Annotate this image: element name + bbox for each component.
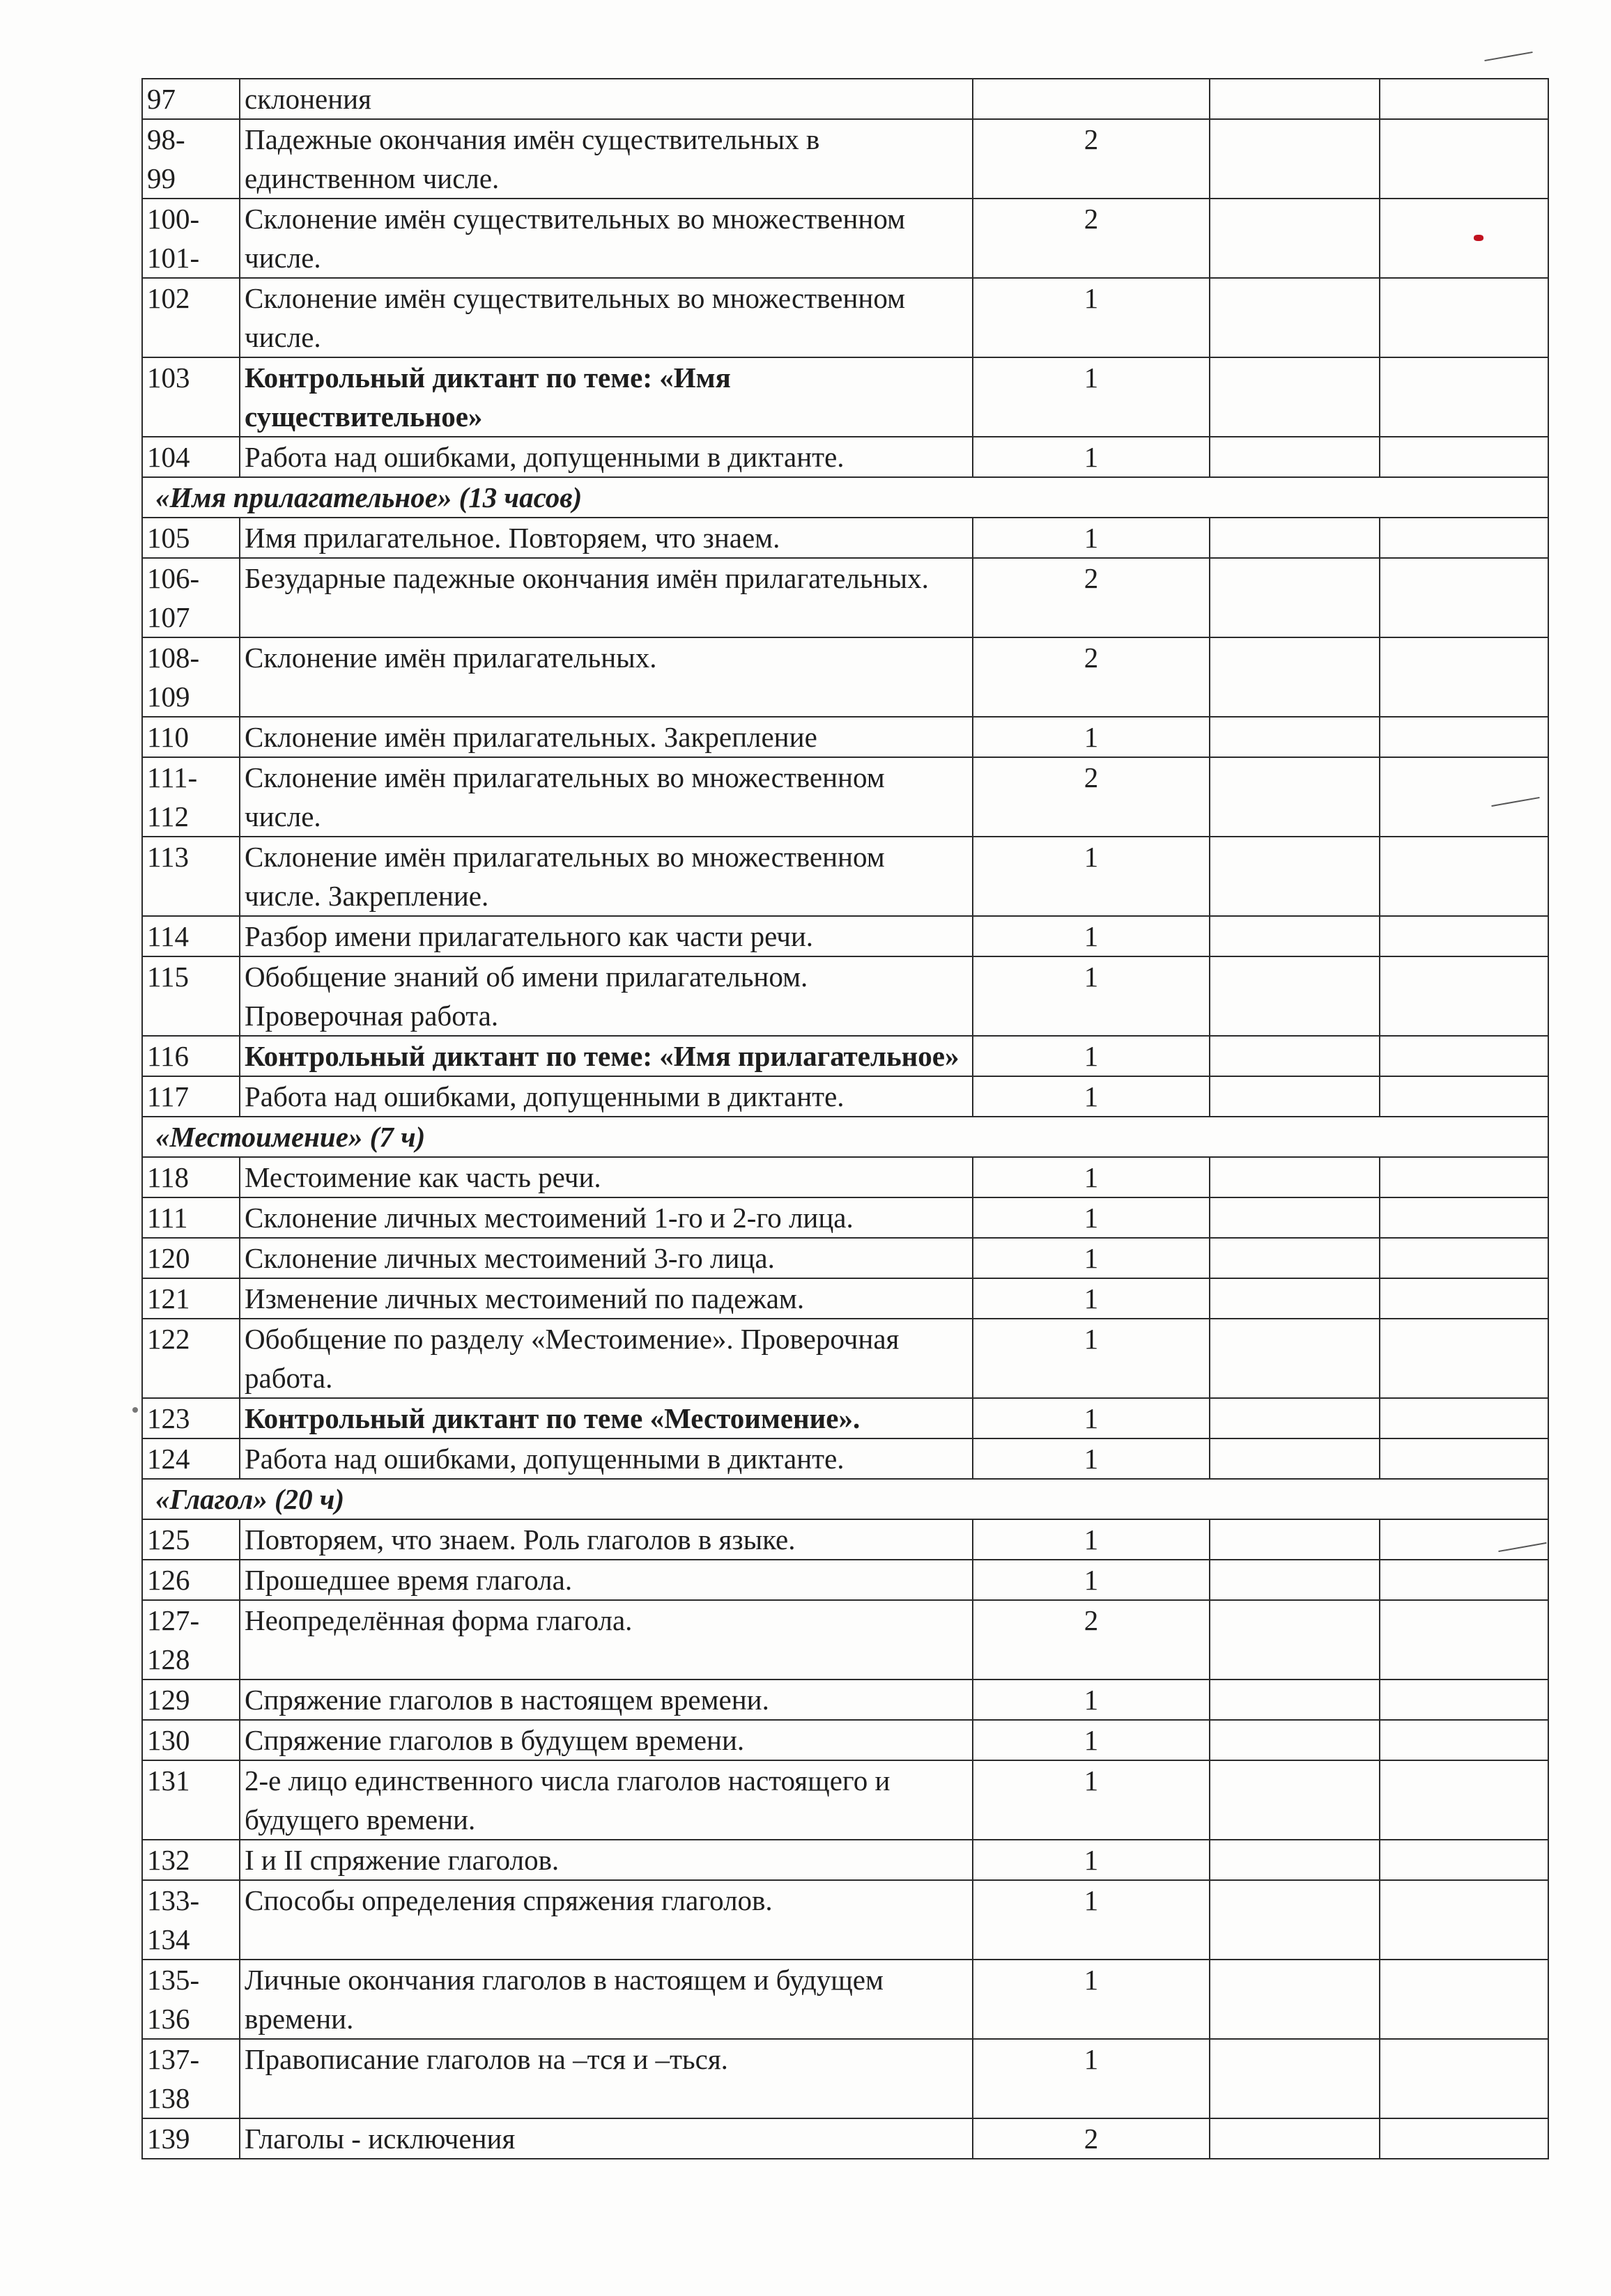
date-plan-cell: [1210, 437, 1380, 477]
lesson-topic-cell: Склонение личных местоимений 3-го лица.: [240, 1238, 973, 1278]
lesson-row: [142, 1680, 1548, 1720]
lesson-hours-cell: 1: [973, 357, 1210, 437]
lesson-number-cell: 131: [142, 1760, 240, 1840]
lesson-hours-cell: 1: [973, 1319, 1210, 1398]
lesson-number-cell: 123: [142, 1398, 240, 1438]
lesson-topic-cell: Склонение имён существительных во множественном числе.: [240, 278, 973, 357]
section-title: «Глагол» (20 ч): [142, 1479, 1548, 1519]
lesson-number-cell: 97: [142, 79, 240, 119]
section-header-row: [142, 1117, 1548, 1157]
date-plan-cell: [1210, 79, 1380, 119]
lesson-topic-cell: Склонение личных местоимений 1-го и 2-го лица.: [240, 1197, 973, 1238]
lesson-row: [142, 837, 1548, 916]
date-plan-cell: [1210, 837, 1380, 916]
lesson-hours-cell: 1: [973, 1760, 1210, 1840]
date-fact-cell: [1380, 717, 1548, 757]
date-plan-cell: [1210, 1560, 1380, 1600]
date-plan-cell: [1210, 558, 1380, 637]
lesson-row: [142, 1076, 1548, 1117]
lesson-topic-cell: Контрольный диктант по теме «Местоимение».: [240, 1398, 973, 1438]
date-fact-cell: [1380, 1157, 1548, 1197]
lesson-topic-cell: Склонение имён прилагательных во множественном числе. Закрепление.: [240, 837, 973, 916]
date-fact-cell: [1380, 1560, 1548, 1600]
date-plan-cell: [1210, 1278, 1380, 1319]
lesson-plan-body: [142, 79, 1548, 2159]
lesson-hours-cell: 2: [973, 119, 1210, 199]
lesson-row: [142, 1319, 1548, 1398]
lesson-number-cell: 121: [142, 1278, 240, 1319]
lesson-number-cell: 130: [142, 1720, 240, 1760]
lesson-row: [142, 1880, 1548, 1960]
date-plan-cell: [1210, 1036, 1380, 1076]
date-plan-cell: [1210, 2039, 1380, 2118]
lesson-hours-cell: 2: [973, 2118, 1210, 2159]
date-fact-cell: [1380, 437, 1548, 477]
lesson-number-cell: 126: [142, 1560, 240, 1600]
lesson-topic-cell: Глаголы - исключения: [240, 2118, 973, 2159]
lesson-row: [142, 1157, 1548, 1197]
lesson-hours-cell: 1: [973, 278, 1210, 357]
lesson-topic-cell: Разбор имени прилагательного как части речи.: [240, 916, 973, 956]
lesson-number-cell: 103: [142, 357, 240, 437]
date-fact-cell: [1380, 1720, 1548, 1760]
lesson-hours-cell: 1: [973, 1398, 1210, 1438]
lesson-hours-cell: 1: [973, 1278, 1210, 1319]
lesson-hours-cell: 1: [973, 518, 1210, 558]
lesson-plan-table: [141, 78, 1549, 2159]
date-fact-cell: [1380, 2118, 1548, 2159]
lesson-number-cell: 108- 109: [142, 637, 240, 717]
date-plan-cell: [1210, 357, 1380, 437]
lesson-row: [142, 1197, 1548, 1238]
lesson-hours-cell: 1: [973, 1036, 1210, 1076]
lesson-topic-cell: Правописание глаголов на –тся и –ться.: [240, 2039, 973, 2118]
scan-smudge: [132, 1407, 138, 1413]
lesson-row: [142, 757, 1548, 837]
lesson-topic-cell: Прошедшее время глагола.: [240, 1560, 973, 1600]
date-plan-cell: [1210, 1880, 1380, 1960]
date-plan-cell: [1210, 1519, 1380, 1560]
lesson-row: [142, 1438, 1548, 1479]
lesson-row: [142, 1720, 1548, 1760]
lesson-number-cell: 116: [142, 1036, 240, 1076]
date-fact-cell: [1380, 1438, 1548, 1479]
lesson-hours-cell: 1: [973, 1076, 1210, 1117]
lesson-topic-cell: Неопределённая форма глагола.: [240, 1600, 973, 1680]
date-plan-cell: [1210, 278, 1380, 357]
lesson-row: [142, 637, 1548, 717]
lesson-hours-cell: 1: [973, 1880, 1210, 1960]
lesson-topic-cell: 2-е лицо единственного числа глаголов настоящего и будущего времени.: [240, 1760, 973, 1840]
lesson-topic-cell: Спряжение глаголов в будущем времени.: [240, 1720, 973, 1760]
lesson-row: [142, 199, 1548, 278]
lesson-topic-cell: Имя прилагательное. Повторяем, что знаем.: [240, 518, 973, 558]
lesson-row: [142, 357, 1548, 437]
date-fact-cell: [1380, 1600, 1548, 1680]
lesson-number-cell: 125: [142, 1519, 240, 1560]
lesson-row: [142, 2039, 1548, 2118]
lesson-topic-cell: Контрольный диктант по теме: «Имя существительное»: [240, 357, 973, 437]
section-header-row: [142, 477, 1548, 518]
date-plan-cell: [1210, 1720, 1380, 1760]
lesson-hours-cell: 1: [973, 1519, 1210, 1560]
date-fact-cell: [1380, 1319, 1548, 1398]
date-plan-cell: [1210, 1398, 1380, 1438]
date-plan-cell: [1210, 1197, 1380, 1238]
date-fact-cell: [1380, 558, 1548, 637]
lesson-hours-cell: 2: [973, 558, 1210, 637]
lesson-hours-cell: 1: [973, 1438, 1210, 1479]
lesson-number-cell: 115: [142, 956, 240, 1036]
lesson-number-cell: 106- 107: [142, 558, 240, 637]
date-fact-cell: [1380, 1680, 1548, 1720]
date-fact-cell: [1380, 1960, 1548, 2039]
lesson-row: [142, 518, 1548, 558]
date-fact-cell: [1380, 1519, 1548, 1560]
lesson-number-cell: 98- 99: [142, 119, 240, 199]
lesson-topic-cell: Падежные окончания имён существительных в единственном числе.: [240, 119, 973, 199]
date-fact-cell: [1380, 199, 1548, 278]
lesson-row: [142, 278, 1548, 357]
date-fact-cell: [1380, 637, 1548, 717]
lesson-topic-cell: Изменение личных местоимений по падежам.: [240, 1278, 973, 1319]
lesson-number-cell: 122: [142, 1319, 240, 1398]
date-fact-cell: [1380, 1036, 1548, 1076]
date-plan-cell: [1210, 1157, 1380, 1197]
lesson-row: [142, 1036, 1548, 1076]
lesson-topic-cell: Склонение имён существительных во множественном числе.: [240, 199, 973, 278]
date-fact-cell: [1380, 916, 1548, 956]
section-header-row: [142, 1479, 1548, 1519]
date-fact-cell: [1380, 1197, 1548, 1238]
lesson-hours-cell: 1: [973, 1680, 1210, 1720]
lesson-row: [142, 916, 1548, 956]
lesson-number-cell: 111- 112: [142, 757, 240, 837]
lesson-number-cell: 124: [142, 1438, 240, 1479]
lesson-hours-cell: [973, 79, 1210, 119]
date-plan-cell: [1210, 518, 1380, 558]
date-plan-cell: [1210, 1760, 1380, 1840]
date-plan-cell: [1210, 1600, 1380, 1680]
lesson-topic-cell: Склонение имён прилагательных. Закрепление: [240, 717, 973, 757]
lesson-number-cell: 104: [142, 437, 240, 477]
date-fact-cell: [1380, 956, 1548, 1036]
edge-scan-mark: [1484, 52, 1532, 61]
lesson-row: [142, 956, 1548, 1036]
lesson-topic-cell: I и II спряжение глаголов.: [240, 1840, 973, 1880]
lesson-number-cell: 139: [142, 2118, 240, 2159]
lesson-hours-cell: 1: [973, 2039, 1210, 2118]
lesson-hours-cell: 2: [973, 1600, 1210, 1680]
lesson-row: [142, 1960, 1548, 2039]
lesson-topic-cell: Местоимение как часть речи.: [240, 1157, 973, 1197]
date-fact-cell: [1380, 1398, 1548, 1438]
lesson-topic-cell: Работа над ошибками, допущенными в диктанте.: [240, 1438, 973, 1479]
date-fact-cell: [1380, 357, 1548, 437]
date-fact-cell: [1380, 2039, 1548, 2118]
lesson-number-cell: 113: [142, 837, 240, 916]
lesson-hours-cell: 1: [973, 916, 1210, 956]
date-plan-cell: [1210, 1076, 1380, 1117]
lesson-topic-cell: Способы определения спряжения глаголов.: [240, 1880, 973, 1960]
lesson-topic-cell: Работа над ошибками, допущенными в диктанте.: [240, 1076, 973, 1117]
lesson-row: [142, 437, 1548, 477]
lesson-row: [142, 1519, 1548, 1560]
date-plan-cell: [1210, 717, 1380, 757]
date-fact-cell: [1380, 1840, 1548, 1880]
date-fact-cell: [1380, 119, 1548, 199]
lesson-topic-cell: Безударные падежные окончания имён прилагательных.: [240, 558, 973, 637]
lesson-hours-cell: 1: [973, 1560, 1210, 1600]
date-plan-cell: [1210, 757, 1380, 837]
lesson-hours-cell: 1: [973, 717, 1210, 757]
lesson-row: [142, 79, 1548, 119]
lesson-hours-cell: 1: [973, 1238, 1210, 1278]
lesson-hours-cell: 1: [973, 1960, 1210, 2039]
lesson-hours-cell: 1: [973, 1157, 1210, 1197]
date-plan-cell: [1210, 637, 1380, 717]
lesson-topic-cell: склонения: [240, 79, 973, 119]
lesson-topic-cell: Спряжение глаголов в настоящем времени.: [240, 1680, 973, 1720]
date-fact-cell: [1380, 518, 1548, 558]
lesson-topic-cell: Склонение имён прилагательных.: [240, 637, 973, 717]
lesson-hours-cell: 2: [973, 637, 1210, 717]
lesson-row: [142, 558, 1548, 637]
lesson-row: [142, 717, 1548, 757]
date-plan-cell: [1210, 199, 1380, 278]
section-title: «Местоимение» (7 ч): [142, 1117, 1548, 1157]
date-fact-cell: [1380, 1880, 1548, 1960]
lesson-number-cell: 102: [142, 278, 240, 357]
lesson-number-cell: 117: [142, 1076, 240, 1117]
date-fact-cell: [1380, 1238, 1548, 1278]
date-fact-cell: [1380, 1278, 1548, 1319]
lesson-hours-cell: 2: [973, 757, 1210, 837]
date-plan-cell: [1210, 1238, 1380, 1278]
lesson-hours-cell: 1: [973, 437, 1210, 477]
lesson-hours-cell: 2: [973, 199, 1210, 278]
date-plan-cell: [1210, 119, 1380, 199]
red-ink-mark: [1474, 235, 1483, 241]
lesson-number-cell: 105: [142, 518, 240, 558]
lesson-topic-cell: Склонение имён прилагательных во множественном числе.: [240, 757, 973, 837]
lesson-number-cell: 132: [142, 1840, 240, 1880]
date-fact-cell: [1380, 757, 1548, 837]
lesson-row: [142, 1600, 1548, 1680]
lesson-row: [142, 1278, 1548, 1319]
lesson-row: [142, 119, 1548, 199]
section-title: «Имя прилагательное» (13 часов): [142, 477, 1548, 518]
date-fact-cell: [1380, 837, 1548, 916]
date-plan-cell: [1210, 1319, 1380, 1398]
lesson-row: [142, 1760, 1548, 1840]
lesson-topic-cell: Контрольный диктант по теме: «Имя прилагательное»: [240, 1036, 973, 1076]
lesson-number-cell: 137- 138: [142, 2039, 240, 2118]
lesson-number-cell: 127- 128: [142, 1600, 240, 1680]
lesson-row: [142, 1238, 1548, 1278]
lesson-topic-cell: Повторяем, что знаем. Роль глаголов в языке.: [240, 1519, 973, 1560]
lesson-number-cell: 110: [142, 717, 240, 757]
lesson-number-cell: 114: [142, 916, 240, 956]
date-plan-cell: [1210, 1680, 1380, 1720]
lesson-number-cell: 100- 101-: [142, 199, 240, 278]
lesson-number-cell: 118: [142, 1157, 240, 1197]
date-fact-cell: [1380, 1076, 1548, 1117]
lesson-topic-cell: Личные окончания глаголов в настоящем и будущем времени.: [240, 1960, 973, 2039]
date-plan-cell: [1210, 956, 1380, 1036]
lesson-hours-cell: 1: [973, 837, 1210, 916]
lesson-number-cell: 129: [142, 1680, 240, 1720]
lesson-hours-cell: 1: [973, 956, 1210, 1036]
lesson-hours-cell: 1: [973, 1197, 1210, 1238]
date-plan-cell: [1210, 1438, 1380, 1479]
lesson-hours-cell: 1: [973, 1840, 1210, 1880]
date-plan-cell: [1210, 916, 1380, 956]
lesson-number-cell: 111: [142, 1197, 240, 1238]
lesson-number-cell: 135- 136: [142, 1960, 240, 2039]
lesson-row: [142, 1398, 1548, 1438]
lesson-number-cell: 133- 134: [142, 1880, 240, 1960]
lesson-topic-cell: Обобщение знаний об имени прилагательном. Проверочная работа.: [240, 956, 973, 1036]
lesson-row: [142, 1840, 1548, 1880]
date-plan-cell: [1210, 2118, 1380, 2159]
date-fact-cell: [1380, 79, 1548, 119]
lesson-hours-cell: 1: [973, 1720, 1210, 1760]
lesson-row: [142, 2118, 1548, 2159]
lesson-number-cell: 120: [142, 1238, 240, 1278]
lesson-row: [142, 1560, 1548, 1600]
date-plan-cell: [1210, 1960, 1380, 2039]
date-plan-cell: [1210, 1840, 1380, 1880]
date-fact-cell: [1380, 1760, 1548, 1840]
date-fact-cell: [1380, 278, 1548, 357]
lesson-topic-cell: Работа над ошибками, допущенными в диктанте.: [240, 437, 973, 477]
lesson-topic-cell: Обобщение по разделу «Местоимение». Проверочная работа.: [240, 1319, 973, 1398]
